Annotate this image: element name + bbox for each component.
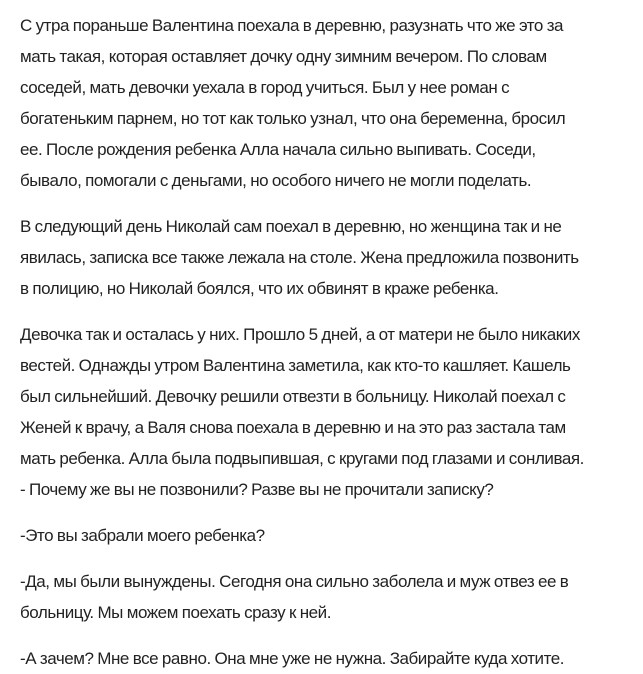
- dialogue-line-1: [20, 520, 623, 551]
- text-line: Женей к врачу, а Валя снова поехала в деревню и на это раз застала там: [20, 418, 566, 437]
- dialogue-line-3: [20, 643, 623, 674]
- text-line: богатеньким парнем, но тот как только узнал, что она беременна, бросил: [20, 109, 566, 128]
- paragraph-next-day: [20, 211, 623, 304]
- text-line: бывало, помогали с деньгами, но особого ничего не могли поделать.: [20, 171, 532, 190]
- text-line: С утра пораньше Валентина поехала в деревню, разузнать что же это за: [20, 16, 564, 35]
- paragraph-girl-stayed: [20, 319, 623, 505]
- text-line: Девочка так и осталась у них. Прошло 5 дней, а от матери не было никаких: [20, 325, 580, 344]
- text-line: -Да, мы были вынуждены. Сегодня она сильно заболела и муж отвез ее в: [20, 572, 569, 591]
- paragraph-village-visit: [20, 10, 623, 196]
- text-line: явилась, записка все также лежала на столе. Жена предложила позвонить: [20, 248, 579, 267]
- text-line: -Это вы забрали моего ребенка?: [20, 526, 265, 545]
- text-line: соседей, мать девочки уехала в город учиться. Был у нее роман с: [20, 78, 510, 97]
- dialogue-line-2: [20, 566, 623, 628]
- text-line: мать такая, которая оставляет дочку одну зимним вечером. По словам: [20, 47, 547, 66]
- text-line: -А зачем? Мне все равно. Она мне уже не нужна. Забирайте куда хотите.: [20, 649, 565, 668]
- text-line: больницу. Мы можем поехать сразу к ней.: [20, 603, 331, 622]
- text-line: ее. После рождения ребенка Алла начала сильно выпивать. Соседи,: [20, 140, 536, 159]
- text-line: в полицию, но Николай боялся, что их обвинят в краже ребенка.: [20, 279, 499, 298]
- text-line: - Почему же вы не позвонили? Разве вы не прочитали записку?: [20, 480, 494, 499]
- text-line: вестей. Однажды утром Валентина заметила, как кто-то кашляет. Кашель: [20, 356, 571, 375]
- text-line: В следующий день Николай сам поехал в деревню, но женщина так и не: [20, 217, 562, 236]
- text-line: мать ребенка. Алла была подвыпившая, с кругами под глазами и сонливая.: [20, 449, 584, 468]
- text-line: был сильнейший. Девочку решили отвезти в больницу. Николай поехал с: [20, 387, 566, 406]
